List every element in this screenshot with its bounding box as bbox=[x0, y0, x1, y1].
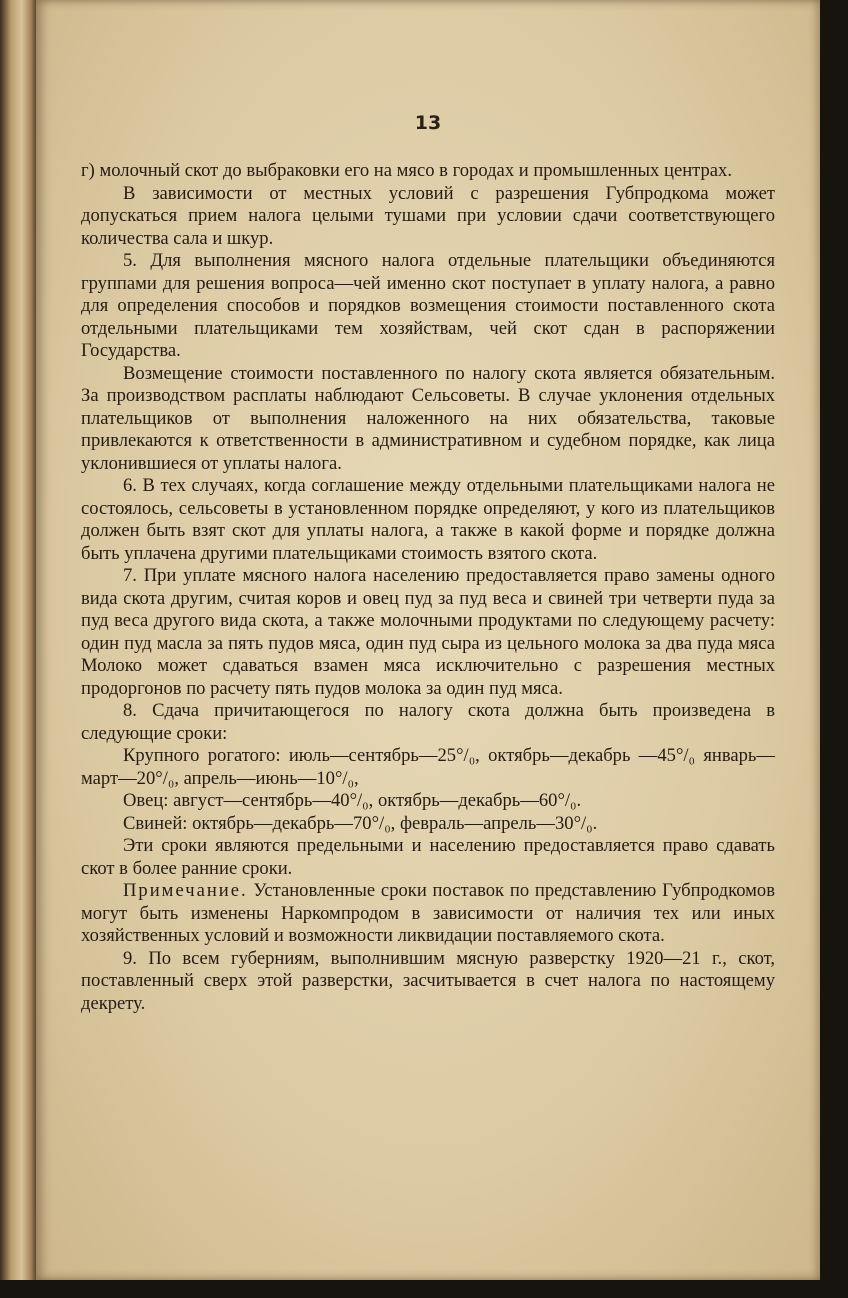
note-paragraph bbox=[81, 880, 775, 948]
paragraph: 8. Сдача причитающегося по налогу скота должна быть произведена в следующие сроки: bbox=[81, 700, 775, 744]
paragraph: 9. По всем губерниям, выполнившим мясную разверстку 1920—21 г., скот, поставленный сверх этой разверстки, засчитывается в счет налога по настоящему декрету. bbox=[81, 947, 775, 1014]
note-label: Примечание. bbox=[123, 880, 248, 901]
paragraph: Свиней: октябрь—декабрь—70°/₀, февраль—апрель—30°/₀. bbox=[123, 812, 598, 834]
page-body bbox=[81, 160, 775, 1015]
scan-border-bottom bbox=[0, 1280, 848, 1298]
paragraph: 6. В тех случаях, когда соглашение между отдельными плательщиками налога не состоялось, сельсоветы в установленном порядке определяют, у кого из плательщиков должен быть взят скот для уплаты налога, а также в какой форме и порядке должна быть уплачена другими плательщиками стоимость взятого скота. bbox=[81, 475, 775, 564]
book-spine bbox=[0, 0, 36, 1298]
paragraph: Эти сроки являются предельными и населению предоставляется право сдавать скот в более ранние сроки. bbox=[81, 835, 775, 879]
page-number: 13 bbox=[414, 112, 442, 134]
document-page bbox=[36, 0, 820, 1280]
paragraph: г) молочный скот до выбраковки его на мясо в городах и промышленных центрах. bbox=[81, 160, 732, 181]
paragraph: 7. При уплате мясного налога населению предоставляется право замены одного вида скота другим, считая коров и овец пуд за пуд веса и свиней три четверти пуда за пуд веса другого вида скота, а также молочными продуктами по следующему расчету: один пуд масла за пять пудов мяса, один пуд сыра из цельного молока за два пуда мяса Молоко может сдаваться взамен мяса исключительно с разрешения местных продоргонов по расчету пять пудов молока за один пуд мяса. bbox=[81, 565, 775, 699]
scan-border-right bbox=[820, 0, 848, 1298]
paragraph: Крупного рогатого: июль—сентябрь—25°/₀, октябрь—декабрь —45°/₀ январь—март—20°/₀, апрель—июнь—10°/₀, bbox=[81, 745, 775, 789]
note-text: Установленные сроки поставок по представлению Губпродкомов могут быть изменены Наркомпродом в зависимости от наличия тех или иных хозяйственных условий и возможности ликвидации поставляемого скота. bbox=[81, 880, 775, 946]
paragraph: В зависимости от местных условий с разрешения Губпродкома может допускаться прием налога целыми тушами при условии сдачи соответствующего количества сала и шкур. bbox=[81, 182, 775, 249]
paragraph: 5. Для выполнения мясного налога отдельные плательщики объединяются группами для решения вопроса—чей именно скот поступает в уплату налога, а равно для определения способов и порядков возмещения стоимости поставленного скота отдельными плательщиками тем хозяйствам, чей скот сдан в распоряжении Государства. bbox=[81, 250, 775, 361]
paragraph: Возмещение стоимости поставленного по налогу скота является обязательным. За производством расплаты наблюдают Сельсоветы. В случае уклонения отдельных плательщиков от выполнения наложенного на них обязательства, таковые привлекаются к ответственности в административном и судебном порядке, как лица уклонившиеся от уплаты налога. bbox=[81, 362, 775, 474]
paragraph: Овец: август—сентябрь—40°/₀, октябрь—декабрь—60°/₀. bbox=[123, 790, 582, 811]
